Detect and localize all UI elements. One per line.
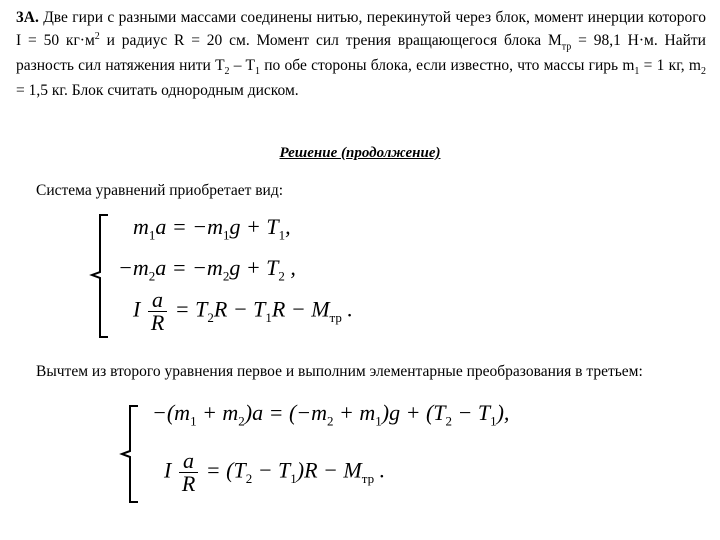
equation-3: I $\frac{a}{R}$ = $T_2R - T_1R - M_{тр}$ .	[133, 287, 353, 335]
subscript: тр	[561, 41, 572, 53]
problem-text: по обе стороны блока, если известно, что массы гирь m	[260, 57, 635, 75]
subscript: 1	[255, 66, 260, 78]
equation-4: $-(m_1 + m_2)a = (-m_2 + m_1)g + (T_2 - T_1)$,	[152, 400, 510, 429]
subscript: 2	[224, 66, 230, 78]
system-brace-2	[118, 403, 142, 505]
equation-2: $-m_2a = -m_2g + T_2$ ,	[118, 255, 296, 284]
problem-text: – T	[229, 57, 255, 75]
subscript: 1	[634, 66, 640, 78]
system-brace-1	[88, 212, 112, 340]
equation-5: I $\frac{a}{R}$ = $(T_2 - T_1)R - M_{тр}$ .	[164, 448, 386, 496]
equation-1: $m_1a = -m_1g + T_1$,	[133, 214, 291, 243]
problem-number: 3А.	[16, 9, 39, 26]
paragraph-system: Система уравнений приобретает вид:	[36, 182, 284, 199]
problem-statement	[16, 8, 706, 100]
subscript: 2	[701, 66, 706, 78]
problem-text: = 1,5 кг. Блок считать однородным диском.	[16, 82, 299, 100]
problem-text: = 1 кг, m	[639, 57, 701, 75]
problem-text: Две гири с разными массами соединены нитью, перекинутой через блок, момент инерции которого I = 50 кг·м	[16, 9, 706, 50]
paragraph-subtract: Вычтем из второго уравнения первое и выполним элементарные преобразования в третьем:	[36, 363, 643, 380]
section-subtitle: Решение (продолжение)	[279, 145, 441, 161]
superscript: 2	[94, 31, 100, 42]
problem-text: = 98,1 Н·м. Найти разность сил натяжения нити T	[16, 32, 706, 75]
problem-text: и радиус R = 20 см. Момент сил трения вращающегося блока M	[99, 32, 562, 50]
